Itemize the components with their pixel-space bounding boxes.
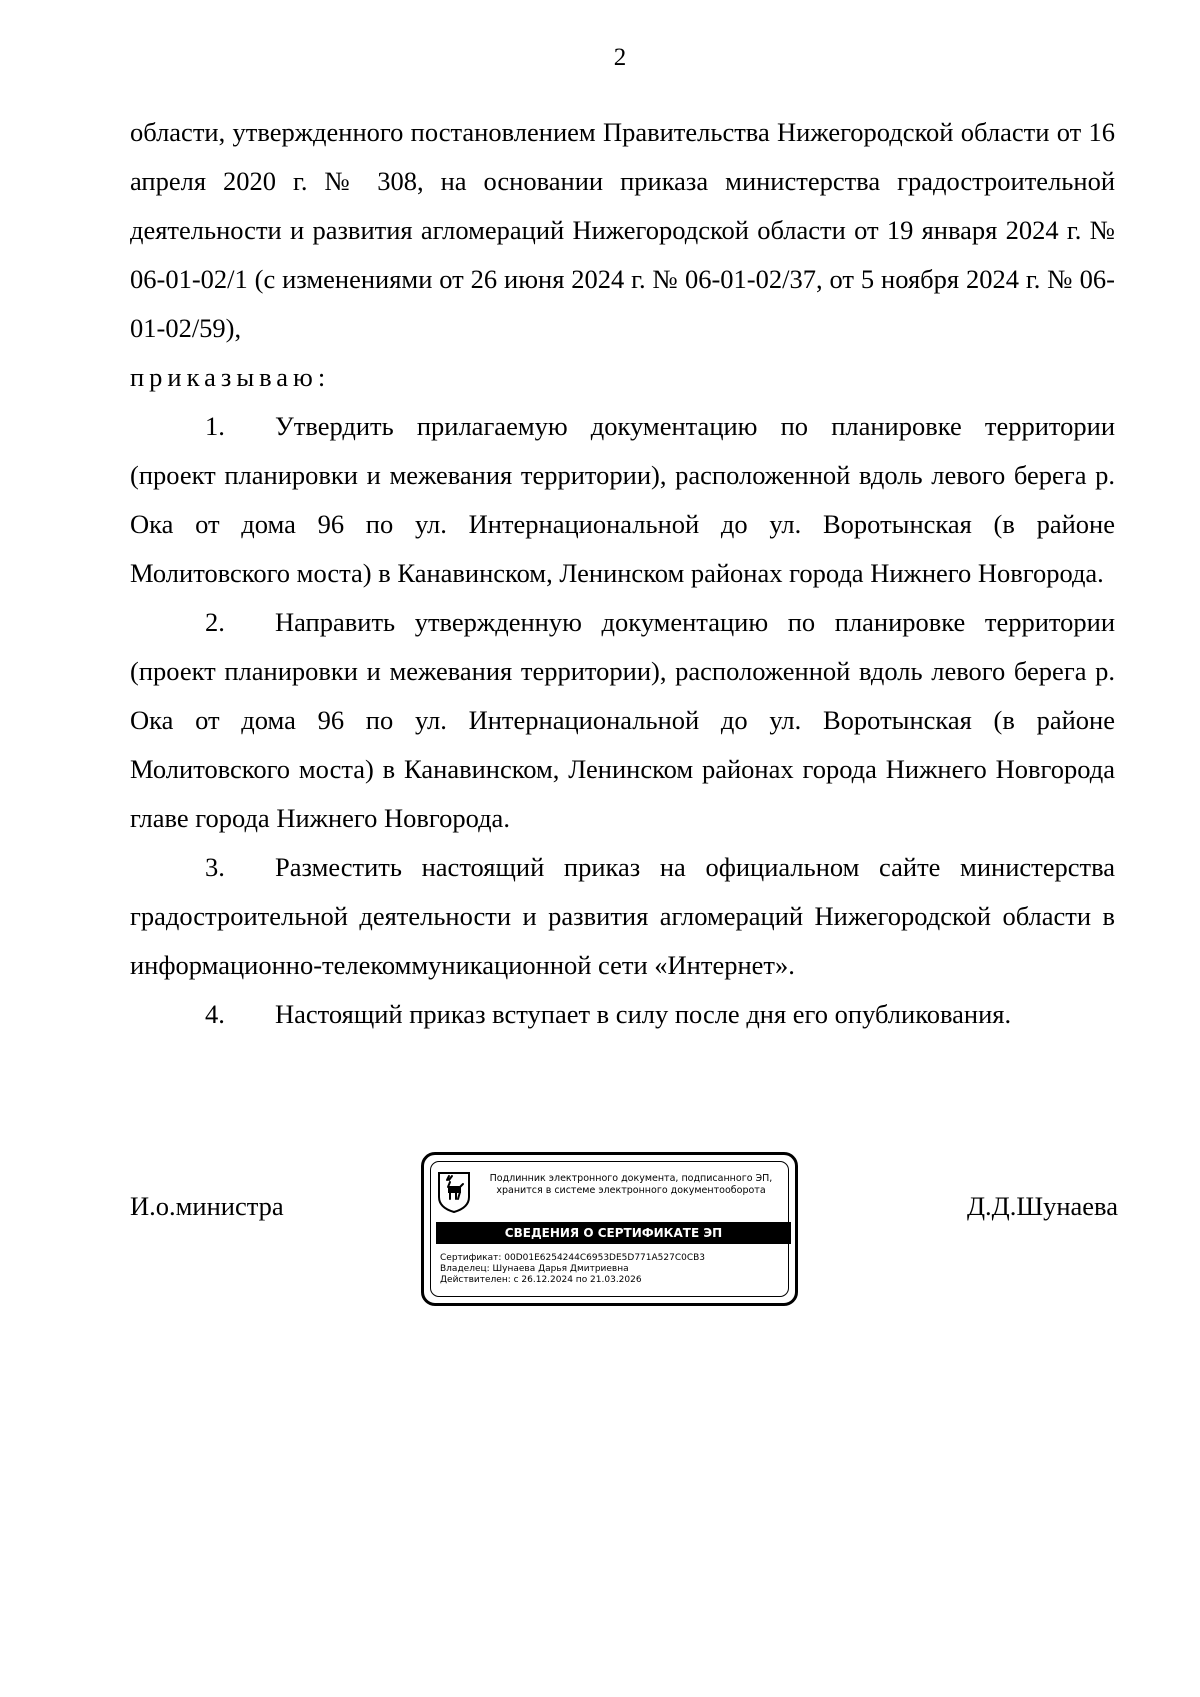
preamble-paragraph: области, утвержденного постановлением Правительства Нижегородской области от 16 апреля 2020 г. № 308, на основании приказа министерства градостроительной деятельности и развития агломераций Нижегородской области от 19 января 2024 г. № 06-01-02/1 (с изменениями от 26 июня 2024 г. № 06-01-02/37, от 5 ноября 2024 г. № 06-01-02/59),	[130, 117, 1115, 343]
page-number: 2	[613, 44, 627, 71]
order-item-2	[130, 598, 1115, 843]
certificate-validity: Действителен: с 26.12.2024 по 21.03.2026	[440, 1275, 642, 1285]
order-item-3	[130, 843, 1115, 990]
order-item-text: Утвердить прилагаемую документацию по планировке территории (проект планировки и межевания территории), расположенной вдоль левого берега р. Ока от дома 96 по ул. Интернациональной до ул. Воротынская (в районе Молитовского моста) в Канавинском, Ленинском районах города Нижнего Новгорода.	[130, 411, 1115, 588]
stamp-note-line-2: хранится в системе электронного документооборота	[496, 1185, 766, 1196]
nizhny-novgorod-deer-emblem-icon	[436, 1171, 472, 1213]
order-item-number: 2.	[205, 607, 225, 637]
signatory-position: И.о.министра	[130, 1191, 284, 1221]
order-item-text: Направить утвержденную документацию по планировке территории (проект планировки и межевания территории), расположенной вдоль левого берега р. Ока от дома 96 по ул. Интернациональной до ул. Воротынская (в районе Молитовского моста) в Канавинском, Ленинском районах города Нижнего Новгорода главе города Нижнего Новгорода.	[130, 607, 1115, 833]
order-item-number: 1.	[205, 411, 225, 441]
order-item-text: Настоящий приказ вступает в силу после дня его опубликования.	[275, 999, 1012, 1029]
order-word: приказываю:	[130, 362, 331, 392]
stamp-note	[472, 1173, 790, 1197]
order-item-1	[130, 402, 1115, 598]
signatory-name: Д.Д.Шунаева	[966, 1191, 1118, 1221]
stamp-note-line-1: Подлинник электронного документа, подписанного ЭП,	[489, 1173, 773, 1184]
order-item-4	[130, 990, 1115, 1039]
order-item-number: 4.	[205, 999, 225, 1029]
order-item-number: 3.	[205, 852, 225, 882]
electronic-signature-stamp	[421, 1152, 798, 1306]
document-body	[130, 108, 1115, 1039]
certificate-details	[440, 1253, 705, 1286]
certificate-number: Сертификат: 00D01E6254244C6953DE5D771A527C0CB3	[440, 1253, 706, 1263]
stamp-header: СВЕДЕНИЯ О СЕРТИФИКАТЕ ЭП	[436, 1222, 791, 1244]
order-item-text: Разместить настоящий приказ на официальном сайте министерства градостроительной деятельности и развития агломераций Нижегородской области в информационно-телекоммуникационной сети «Интернет».	[130, 852, 1115, 980]
certificate-owner: Владелец: Шунаева Дарья Дмитриевна	[440, 1264, 629, 1274]
